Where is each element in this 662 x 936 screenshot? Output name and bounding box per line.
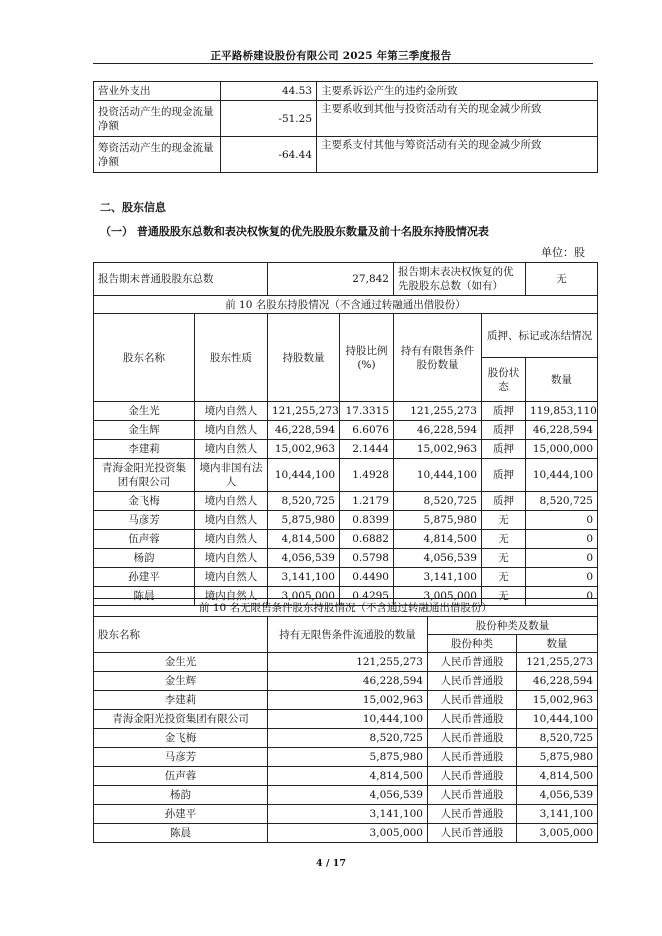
holder-name: 李建莉 [94, 691, 268, 710]
caption-row [94, 599, 598, 617]
table-row [94, 805, 598, 824]
holder-shares: 15,002,963 [268, 440, 340, 459]
holder-pledge-qty: 0 [526, 587, 598, 606]
share-type: 人民币普通股 [428, 729, 517, 748]
col-header-type-group: 股份种类及数量 [428, 617, 598, 635]
share-type: 人民币普通股 [428, 710, 517, 729]
header-row [94, 314, 598, 358]
holder-restricted: 15,002,963 [394, 440, 482, 459]
share-type: 人民币普通股 [428, 748, 517, 767]
holder-status: 无 [482, 530, 526, 549]
share-type: 人民币普通股 [428, 672, 517, 691]
col-header-shares: 持股数量 [268, 314, 340, 402]
holder-name: 伍声蓉 [94, 767, 268, 786]
holder-pledge-qty: 46,228,594 [526, 421, 598, 440]
section-title: 二、股东信息 [100, 201, 166, 214]
share-amount: 8,520,725 [517, 729, 598, 748]
table-row [94, 653, 598, 672]
holder-restricted: 3,005,000 [394, 587, 482, 606]
share-type: 人民币普通股 [428, 767, 517, 786]
table-row [94, 82, 598, 101]
holder-shares: 46,228,594 [268, 421, 340, 440]
table-row [94, 710, 598, 729]
preferred-holders-value: 无 [526, 263, 598, 296]
holder-unrestricted-qty: 3,005,000 [268, 824, 428, 843]
holder-ratio: 6.6076 [340, 421, 394, 440]
holder-name: 金生辉 [94, 672, 268, 691]
holder-restricted: 4,056,539 [394, 549, 482, 568]
holder-restricted: 8,520,725 [394, 492, 482, 511]
holder-unrestricted-qty: 8,520,725 [268, 729, 428, 748]
holder-ratio: 1.2179 [340, 492, 394, 511]
holder-unrestricted-qty: 4,056,539 [268, 786, 428, 805]
table-row [94, 492, 598, 511]
holder-restricted: 46,228,594 [394, 421, 482, 440]
share-amount: 3,005,000 [517, 824, 598, 843]
holder-pledge-qty: 0 [526, 530, 598, 549]
holder-pledge-qty: 8,520,725 [526, 492, 598, 511]
table-row [94, 549, 598, 568]
table-row [94, 767, 598, 786]
holder-unrestricted-qty: 10,444,100 [268, 710, 428, 729]
table-row [94, 459, 598, 492]
col-header-qty: 持有无限售条件流通股的数量 [268, 617, 428, 653]
holder-ratio: 1.4928 [340, 459, 394, 492]
holder-shares: 3,141,100 [268, 568, 340, 587]
holder-ratio: 0.6882 [340, 530, 394, 549]
table-row [94, 511, 598, 530]
holder-shares: 4,814,500 [268, 530, 340, 549]
header-rule [93, 63, 593, 64]
table-row [94, 440, 598, 459]
share-amount: 5,875,980 [517, 748, 598, 767]
holder-nature: 境内自然人 [195, 402, 268, 421]
holder-name: 孙建平 [94, 805, 268, 824]
holder-status: 质押 [482, 459, 526, 492]
table-row [94, 691, 598, 710]
unrestricted-holders-table [93, 598, 598, 843]
unit-label: 单位：股 [541, 246, 585, 259]
holder-nature: 境内自然人 [195, 587, 268, 606]
holder-status: 无 [482, 511, 526, 530]
holder-nature: 境内自然人 [195, 568, 268, 587]
col-header-pledge-qty: 数量 [526, 358, 598, 402]
holder-status: 质押 [482, 402, 526, 421]
value-cell: -51.25 [221, 101, 317, 137]
holder-nature: 境内非国有法人 [195, 459, 268, 492]
total-holders-value: 27,842 [268, 263, 394, 296]
value-cell: 44.53 [221, 82, 317, 101]
item-cell: 筹资活动产生的现金流量净额 [94, 137, 221, 173]
share-amount: 4,056,539 [517, 786, 598, 805]
table-row [94, 786, 598, 805]
holder-name: 孙建平 [94, 568, 195, 587]
holder-unrestricted-qty: 46,228,594 [268, 672, 428, 691]
preferred-holders-label: 报告期末表决权恢复的优先股股东总数（如有） [394, 263, 526, 296]
holder-unrestricted-qty: 3,141,100 [268, 805, 428, 824]
share-amount: 46,228,594 [517, 672, 598, 691]
section-subtitle: （一） 普通股股东总数和表决权恢复的优先股股东数量及前十名股东持股情况表 [100, 225, 489, 238]
holder-ratio: 0.5798 [340, 549, 394, 568]
holder-nature: 境内自然人 [195, 530, 268, 549]
holder-name: 陈晨 [94, 587, 195, 606]
header-row [94, 617, 598, 635]
holder-name: 杨韵 [94, 549, 195, 568]
holder-pledge-qty: 0 [526, 549, 598, 568]
share-amount: 15,002,963 [517, 691, 598, 710]
col-header-type: 股份种类 [428, 635, 517, 653]
holder-shares: 10,444,100 [268, 459, 340, 492]
holder-name: 金飞梅 [94, 492, 195, 511]
holder-ratio: 0.4295 [340, 587, 394, 606]
holder-nature: 境内自然人 [195, 421, 268, 440]
share-type: 人民币普通股 [428, 805, 517, 824]
col-header-pledge-group: 质押、标记或冻结情况 [482, 314, 598, 358]
item-cell: 投资活动产生的现金流量净额 [94, 101, 221, 137]
share-type: 人民币普通股 [428, 691, 517, 710]
holder-shares: 5,875,980 [268, 511, 340, 530]
holder-nature: 境内自然人 [195, 549, 268, 568]
holder-name: 李建莉 [94, 440, 195, 459]
share-amount: 121,255,273 [517, 653, 598, 672]
holder-shares: 3,005,000 [268, 587, 340, 606]
page-header: 正平路桥建设股份有限公司 2025 年第三季度报告 [210, 50, 452, 62]
holder-restricted: 5,875,980 [394, 511, 482, 530]
holder-status: 无 [482, 568, 526, 587]
holder-restricted: 4,814,500 [394, 530, 482, 549]
holder-ratio: 0.8399 [340, 511, 394, 530]
col-header-name: 股东名称 [94, 617, 268, 653]
table-row [94, 402, 598, 421]
share-type: 人民币普通股 [428, 786, 517, 805]
reason-cell: 主要系诉讼产生的违约金所致 [317, 82, 598, 101]
holder-restricted: 121,255,273 [394, 402, 482, 421]
holder-pledge-qty: 0 [526, 511, 598, 530]
holder-pledge-qty: 0 [526, 568, 598, 587]
holder-name: 陈晨 [94, 824, 268, 843]
holder-unrestricted-qty: 121,255,273 [268, 653, 428, 672]
table-row [94, 729, 598, 748]
table-row [94, 672, 598, 691]
share-amount: 10,444,100 [517, 710, 598, 729]
reason-cell: 主要系收到其他与投资活动有关的现金减少所致 [317, 101, 598, 137]
holder-name: 金生光 [94, 402, 195, 421]
share-type: 人民币普通股 [428, 653, 517, 672]
col-header-amount: 数量 [517, 635, 598, 653]
holder-pledge-qty: 10,444,100 [526, 459, 598, 492]
caption-row [94, 296, 598, 314]
col-header-nature: 股东性质 [195, 314, 268, 402]
share-type: 人民币普通股 [428, 824, 517, 843]
table-row [94, 748, 598, 767]
holder-name: 马彦芳 [94, 511, 195, 530]
top10-caption: 前 10 名股东持股情况（不含通过转融通出借股份） [94, 296, 598, 314]
holder-shares: 8,520,725 [268, 492, 340, 511]
holder-status: 质押 [482, 492, 526, 511]
holder-name: 青海金阳光投资集团有限公司 [94, 459, 195, 492]
holder-restricted: 10,444,100 [394, 459, 482, 492]
share-amount: 3,141,100 [517, 805, 598, 824]
holder-ratio: 0.4490 [340, 568, 394, 587]
holder-shares: 4,056,539 [268, 549, 340, 568]
reason-cell: 主要系支付其他与筹资活动有关的现金减少所致 [317, 137, 598, 173]
total-holders-label: 报告期末普通股股东总数 [94, 263, 268, 296]
holder-status: 无 [482, 549, 526, 568]
holder-name: 金生辉 [94, 421, 195, 440]
holder-status: 质押 [482, 440, 526, 459]
holder-pledge-qty: 15,000,000 [526, 440, 598, 459]
item-cell: 营业外支出 [94, 82, 221, 101]
holder-status: 质押 [482, 421, 526, 440]
holder-name: 金飞梅 [94, 729, 268, 748]
table-row [94, 568, 598, 587]
unrestricted-caption: 前 10 名无限售条件股东持股情况（不含通过转融通出借股份） [94, 599, 598, 617]
holder-ratio: 2.1444 [340, 440, 394, 459]
table-row [94, 530, 598, 549]
holder-status: 无 [482, 587, 526, 606]
col-header-restricted: 持有有限售条件股份数量 [394, 314, 482, 402]
holder-pledge-qty: 119,853,110 [526, 402, 598, 421]
summary-row [94, 263, 598, 296]
table-row [94, 101, 598, 137]
holder-unrestricted-qty: 4,814,500 [268, 767, 428, 786]
value-cell: -64.44 [221, 137, 317, 173]
holder-name: 杨韵 [94, 786, 268, 805]
table-row [94, 824, 598, 843]
holder-shares: 121,255,273 [268, 402, 340, 421]
holder-name: 伍声蓉 [94, 530, 195, 549]
holder-ratio: 17.3315 [340, 402, 394, 421]
page-number: 4 / 17 [316, 858, 346, 869]
holder-unrestricted-qty: 5,875,980 [268, 748, 428, 767]
col-header-ratio: 持股比例(%) [340, 314, 394, 402]
holder-unrestricted-qty: 15,002,963 [268, 691, 428, 710]
holder-nature: 境内自然人 [195, 440, 268, 459]
holder-name: 青海金阳光投资集团有限公司 [94, 710, 268, 729]
table-row [94, 137, 598, 173]
holder-name: 金生光 [94, 653, 268, 672]
top10-holders-table [93, 262, 598, 606]
col-header-name: 股东名称 [94, 314, 195, 402]
holder-nature: 境内自然人 [195, 492, 268, 511]
holder-restricted: 3,141,100 [394, 568, 482, 587]
change-reason-table [93, 81, 598, 173]
holder-name: 马彦芳 [94, 748, 268, 767]
holder-nature: 境内自然人 [195, 511, 268, 530]
share-amount: 4,814,500 [517, 767, 598, 786]
col-header-pledge-status: 股份状态 [482, 358, 526, 402]
table-row [94, 421, 598, 440]
